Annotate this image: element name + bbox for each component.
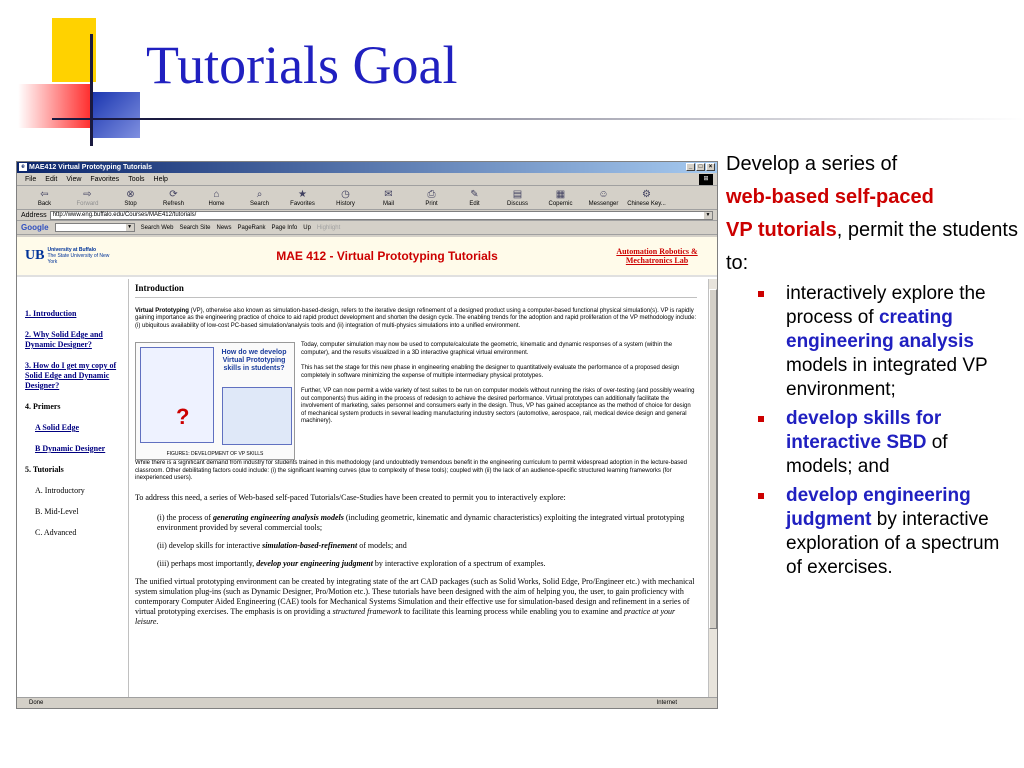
history-button[interactable]: ◷ History	[324, 189, 367, 209]
favorites-icon: ★	[298, 189, 307, 200]
window-title: MAE412 Virtual Prototyping Tutorials	[29, 164, 153, 171]
print-button[interactable]: ⎙ Print	[410, 189, 453, 209]
home-button[interactable]: ⌂ Home	[195, 189, 238, 209]
figure-title: How do we develop Virtual Prototyping skills in students?	[221, 349, 287, 372]
sidebar-nav	[17, 279, 129, 697]
sidebar-item-tutorials: 5. Tutorials	[25, 465, 64, 474]
home-icon: ⌂	[213, 189, 220, 200]
up-button[interactable]: Up	[303, 224, 311, 231]
address-bar	[17, 210, 717, 221]
bullet-list	[786, 282, 1016, 580]
fig-paragraph-3: Further, VP can now permit a wide variety of test suites to be run on computer models without running the risks of over-testing (and possibly wearing out components) thus aiding in the process of redesign to achieve the desired performance. Virtual prototypes can additionally facilitate the involvement of marketing, sales personnel and consumers early in the design. Thus, VP has gained acceptance as the method of choice for design of mechanical system products in several leading manufacturing industry sectors (automotive, aerospace, rail, medical device design and general machinery).	[301, 388, 695, 424]
intro-paragraph: Virtual Prototyping (VP), otherwise also known as simulation-based-design, refers to the iterative design refinement of a designed product using a computer-based functional physical simulation(s). VP is rapidly gaining importance as the engineering practice of choice to aid rapid product development and shorten the design cycle. The enabling trends for the adoption and rapid proliferation of the VP methodology include: (i) ubiquitous availability of low-cost PC-based simulation/analysis tools and (ii) integration of multi-physics simulations into a unified environment.	[135, 307, 697, 329]
ie-icon: e	[19, 163, 27, 171]
browser-titlebar	[17, 162, 717, 173]
vp-figure	[135, 342, 295, 460]
ub-name: University at Buffalo	[47, 247, 97, 253]
sidebar-item-introductory: A. Introductory	[35, 486, 85, 495]
windows-flag-icon: ⊞	[699, 174, 713, 185]
pagerank-indicator: PageRank	[237, 224, 266, 231]
lead-highlight-2: VP tutorials	[726, 219, 837, 241]
bullet-item-1: interactively explore the process of creating engineering analysis models in integrated VP environment;	[786, 282, 1016, 402]
decor-horizontal-line	[52, 118, 1024, 120]
copernic-icon: ▦	[555, 189, 566, 200]
vertical-scrollbar[interactable]	[708, 279, 717, 697]
sidebar-item-dynamic-designer[interactable]: B Dynamic Designer	[35, 444, 106, 453]
question-mark-icon: ?	[176, 404, 190, 429]
address-paragraph: To address this need, a series of Web-based self-paced Tutorials/Case-Studies have been created to permit you to interactively explore:	[135, 492, 566, 502]
bullet-item-3: develop engineering judgment by interactive exploration of a spectrum of exercises.	[786, 484, 1016, 580]
slide-title: Tutorials Goal	[146, 35, 458, 95]
highlight-button[interactable]: Highlight	[316, 224, 341, 231]
mail-button[interactable]: ✉ Mail	[367, 189, 410, 209]
refresh-icon: ⟳	[169, 189, 178, 200]
explore-item-3: (iii) perhaps most importantly, develop your engineering judgment by interactive exploration of a spectrum of examples.	[157, 558, 546, 568]
browser-window	[16, 161, 718, 709]
lead-highlight-1: web-based self-paced	[726, 186, 934, 208]
messenger-icon: ☺	[598, 189, 609, 200]
figure-screenshot	[222, 387, 292, 445]
menu-favorites[interactable]: Favorites	[90, 175, 120, 183]
sidebar-item-solid-edge[interactable]: A Solid Edge	[35, 423, 80, 432]
forward-button[interactable]: ⇨ Forward	[66, 189, 109, 209]
explore-item-1: (i) the process of generating engineering analysis models (including geometric, kinematic and dynamic characteristics) exploiting the integrated virtual prototyping environment provided by several commercial tools;	[157, 512, 685, 532]
edit-icon: ✎	[470, 189, 479, 200]
address-label: Address	[21, 211, 47, 219]
address-dropdown-icon[interactable]: ▼	[705, 211, 711, 218]
address-input[interactable]: http://www.eng.buffalo.edu/Courses/MAE412/tutorials/ ▼	[50, 211, 713, 220]
google-dropdown-icon[interactable]: ▼	[127, 224, 133, 230]
menu-bar	[17, 173, 717, 186]
fig-paragraph-1: Today, computer simulation may now be used to compute/calculate the geometric, kinematic and dynamic responses of a system (within the computer), and the results visualized in a 3D interactive graphical virtual environment.	[301, 342, 673, 356]
status-bar	[17, 697, 717, 708]
toolbar	[17, 186, 717, 210]
mail-icon: ✉	[384, 189, 393, 200]
search-site-button[interactable]: Search Site	[179, 224, 211, 231]
google-logo[interactable]: Google	[21, 223, 49, 232]
back-button[interactable]: ⇦ Back	[23, 189, 66, 209]
lab-link[interactable]: Automation Robotics & Mechatronics Lab	[616, 247, 698, 265]
sidebar-item-mid-level: B. Mid-Level	[35, 507, 79, 516]
sidebar-item-how[interactable]: 3. How do I get my copy of Solid Edge and Dynamic Designer?	[25, 361, 117, 390]
copernic-button[interactable]: ▦ Copernic	[539, 189, 582, 209]
ub-subname: The State University of New York	[47, 253, 110, 265]
minimize-button[interactable]: _	[686, 163, 695, 171]
decor-vertical-line	[90, 34, 93, 146]
ub-mark: UB	[25, 248, 45, 263]
menu-view[interactable]: View	[66, 175, 82, 183]
status-text: Done	[29, 700, 44, 706]
menu-tools[interactable]: Tools	[128, 175, 145, 183]
fig-paragraph-2: This has set the stage for this new phase in engineering enabling the designer to quantitatively evaluate the performance of a proposed design completely in software minimizing the expense of multiple intermediary physical prototypes.	[301, 365, 680, 379]
chinese-key-icon: ⚙	[642, 189, 651, 200]
decor-red-square	[18, 84, 90, 128]
menu-edit[interactable]: Edit	[45, 175, 58, 183]
edit-button[interactable]: ✎ Edit	[453, 189, 496, 209]
refresh-button[interactable]: ⟳ Refresh	[152, 189, 195, 209]
search-button[interactable]: ⌕ Search	[238, 189, 281, 209]
section-heading: Introduction	[135, 285, 697, 298]
menu-file[interactable]: File	[25, 175, 37, 183]
search-icon: ⌕	[256, 189, 263, 200]
bullet-item-2: develop skills for interactive SBD of models; and	[786, 407, 1016, 479]
sidebar-item-advanced: C. Advanced	[35, 528, 77, 537]
status-zone: Internet	[656, 700, 677, 706]
page-title: MAE 412 - Virtual Prototyping Tutorials	[276, 249, 498, 263]
back-icon: ⇦	[40, 189, 49, 200]
page-header	[17, 237, 717, 277]
history-icon: ◷	[341, 189, 350, 200]
print-icon: ⎙	[427, 189, 436, 200]
closing-paragraph: The unified virtual prototyping environment can be created by integrating state of the art CAD packages (such as Solid Works, Solid Edge, Pro/Engineer etc.) with mechanical system simulation plug-ins (such as Dynamic Designer, Pro/Motion etc.). These tutorials have been designed with the aim of helping you, the user, to gain proficiency with contemporary Computer Aided Engineering (CAE) tools for Mechanical Systems Simulation and their effective use for simulation-based design and refinement in a series of virtual prototyping exercises. The emphasis is on providing a structured framework to facilitate this learning process while enabling you to examine and practice at your leisure.	[135, 576, 695, 626]
scroll-thumb[interactable]	[709, 289, 717, 629]
sidebar-item-why[interactable]: 2. Why Solid Edge and Dynamic Designer?	[25, 330, 103, 349]
maximize-button[interactable]: □	[696, 163, 705, 171]
forward-icon: ⇨	[83, 189, 92, 200]
page-content	[17, 237, 717, 697]
explore-item-2: (ii) develop skills for interactive simulation-based-refinement of models; and	[157, 540, 407, 550]
bullet-panel	[726, 148, 1022, 585]
lead-text: Develop a series of web-based self-paced VP tutorials, permit the students to:	[726, 153, 1018, 274]
demand-paragraph: While there is a significant demand from industry for students trained in this methodology (and undoubtedly tremendous benefit in the engineering curriculum to permit widespread adoption in the lecture-based classroom. Other debilitating factors could include: (i) the significant learning curves (due to complexity of these tools); coupled with (ii) the lack of an audience-specific structured learning frameworks (for inexperienced users).	[135, 460, 687, 481]
figure-caption: FIGURE1: DEVELOPMENT OF VP SKILLS	[166, 450, 264, 457]
sidebar-item-primers: 4. Primers	[25, 402, 61, 411]
stop-button[interactable]: ⊗ Stop	[109, 189, 152, 209]
main-article	[131, 279, 701, 697]
page-info-button[interactable]: Page Info	[271, 224, 298, 231]
ub-logo[interactable]	[17, 247, 117, 265]
google-search-input[interactable]	[55, 223, 135, 232]
discuss-icon: ▤	[512, 189, 523, 200]
decor-blue-square	[92, 92, 140, 138]
google-toolbar	[17, 221, 717, 235]
figure-side-text	[301, 342, 697, 460]
chinese-key-button[interactable]: ⚙ Chinese Key...	[625, 189, 668, 209]
menu-help[interactable]: Help	[153, 175, 168, 183]
close-button[interactable]: ×	[706, 163, 715, 171]
sidebar-item-introduction[interactable]: 1. Introduction	[25, 309, 77, 318]
figure-block	[135, 342, 697, 460]
news-button[interactable]: News	[216, 224, 232, 231]
stop-icon: ⊗	[126, 189, 135, 200]
search-web-button[interactable]: Search Web	[140, 224, 174, 231]
favorites-button[interactable]: ★ Favorites	[281, 189, 324, 209]
discuss-button[interactable]: ▤ Discuss	[496, 189, 539, 209]
messenger-button[interactable]: ☺ Messenger	[582, 189, 625, 209]
